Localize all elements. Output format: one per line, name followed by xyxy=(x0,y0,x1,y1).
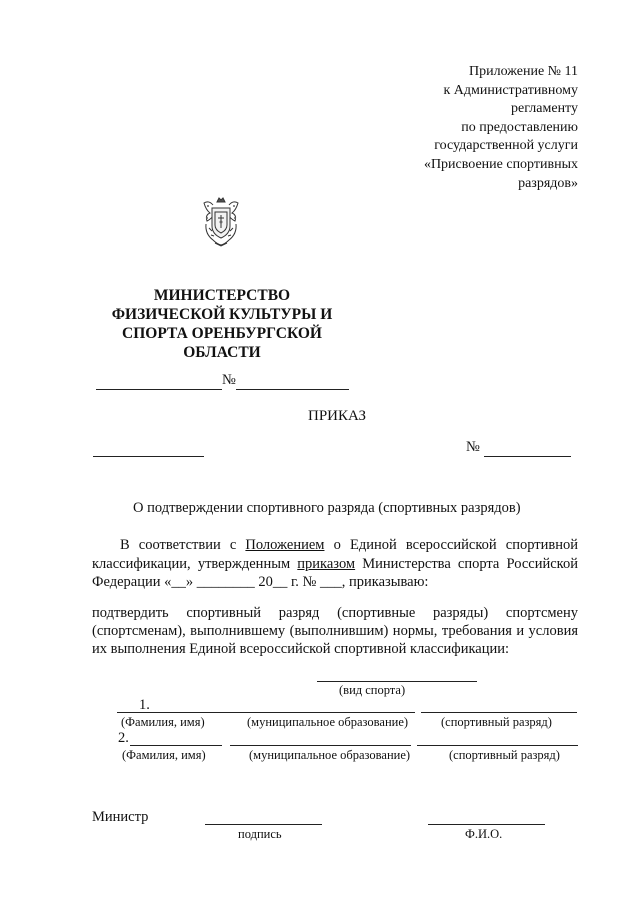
signature-blank-line xyxy=(205,824,322,825)
appendix-block xyxy=(380,63,578,193)
ministry-line: ОБЛАСТИ xyxy=(183,344,261,361)
order-date-blank-line xyxy=(93,456,204,457)
rank-caption: (спортивный разряд) xyxy=(441,715,552,729)
municipality-caption: (муниципальное образование) xyxy=(247,715,409,729)
ministry-name xyxy=(100,286,344,362)
name-caption: (Фамилия, имя) xyxy=(122,748,206,762)
preamble-line-1 xyxy=(92,536,578,554)
appendix-line: регламенту xyxy=(511,101,578,117)
appendix-line: разрядов» xyxy=(518,175,578,191)
full-name-caption: Ф.И.О. xyxy=(465,827,503,841)
name-blank-line xyxy=(117,712,247,713)
preamble-line-3: Федерации «__» ________ 20__ г. № ___, приказываю: xyxy=(92,574,429,590)
date-blank-line xyxy=(96,389,222,390)
preamble-text: Министерства спорта Российской xyxy=(355,556,578,572)
ministry-line: ФИЗИЧЕСКОЙ КУЛЬТУРЫ И xyxy=(111,306,333,323)
appendix-line: «Присвоение спортивных xyxy=(423,156,578,172)
appendix-line: к Административному xyxy=(443,82,578,98)
rank-blank-line xyxy=(421,712,577,713)
rank-blank-line xyxy=(417,745,578,746)
page-title: ПРИКАЗ xyxy=(308,408,366,424)
header-number-sign: № xyxy=(222,372,236,388)
preamble-text: классификации, утвержденным xyxy=(92,556,298,572)
body-line-3: их выполнения Единой всероссийской спортивной классификации: xyxy=(92,641,510,657)
municipality-blank-line xyxy=(246,712,415,713)
sport-type-line xyxy=(317,681,477,682)
body-line-2: (спортсменам), выполнившему (выполнившим) нормы, требования и условия xyxy=(92,623,578,639)
ministry-line: МИНИСТЕРСТВО xyxy=(153,287,291,304)
row-number: 1. xyxy=(139,697,150,713)
preamble-text: о Единой всероссийской спортивной xyxy=(324,537,578,553)
regulation-link[interactable]: Положением xyxy=(245,537,325,553)
order-number-blank-line xyxy=(484,456,571,457)
number-blank-line xyxy=(236,389,349,390)
sport-type-caption: (вид спорта) xyxy=(339,683,406,697)
appendix-line: по предоставлению xyxy=(461,119,578,135)
coat-of-arms-icon xyxy=(201,196,241,248)
preamble-text: В соответствии с xyxy=(120,537,246,553)
preamble-line-2 xyxy=(92,555,578,573)
name-caption: (Фамилия, имя) xyxy=(121,715,205,729)
row-number: 2. xyxy=(118,730,129,746)
municipality-blank-line xyxy=(230,745,411,746)
order-subject: О подтверждении спортивного разряда (спортивных разрядов) xyxy=(133,500,521,516)
rank-caption: (спортивный разряд) xyxy=(449,748,560,762)
name-blank-line xyxy=(130,745,222,746)
ministry-line: СПОРТА ОРЕНБУРГСКОЙ xyxy=(122,325,322,342)
full-name-blank-line xyxy=(428,824,545,825)
signatory-role: Министр xyxy=(92,809,149,825)
order-number-sign: № xyxy=(466,439,480,455)
order-link[interactable]: приказом xyxy=(297,556,356,572)
appendix-line: государственной услуги xyxy=(434,138,578,154)
appendix-line: Приложение № 11 xyxy=(469,64,578,79)
signature-caption: подпись xyxy=(238,827,282,841)
municipality-caption: (муниципальное образование) xyxy=(249,748,411,762)
body-line-1: подтвердить спортивный разряд (спортивные разряды) спортсмену xyxy=(92,605,578,621)
